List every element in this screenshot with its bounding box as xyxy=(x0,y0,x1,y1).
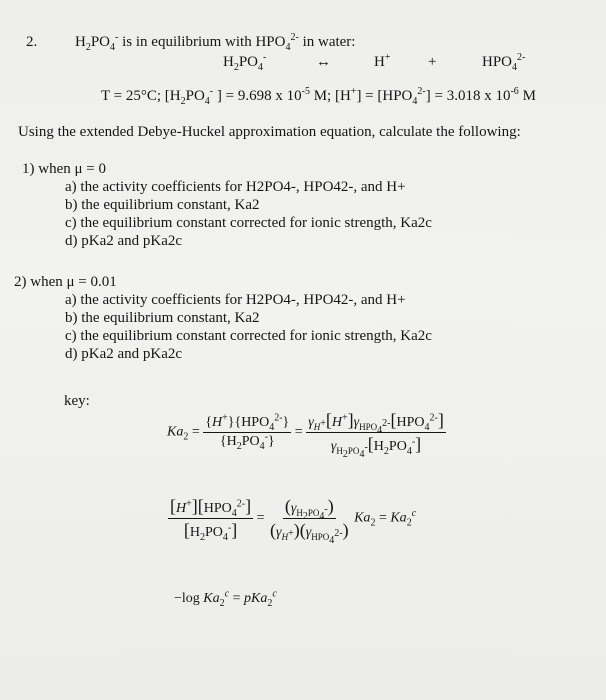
part1-item-d: d) pKa2 and pKa2c xyxy=(65,233,183,249)
part2-header: 2) when μ = 0.01 xyxy=(14,274,117,290)
key-equation-2: $\frac{[H^+][HPO_4^{2-}]}{[H_2PO_4^-]}$ = $\frac{(\gamma_{H_2PO_4^-})}{(\gamma_{H^+})(\gamma_{HPO_4^{2-}})}$ $Ka_2 = Ka_2^c$ xyxy=(170,496,417,546)
problem-intro: $H_2PO_4^-$ is in equilibrium with $HPO_4^{2-}$ in water: xyxy=(75,32,356,53)
part1-item-c: c) the equilibrium constant corrected for ionic strength, Ka2c xyxy=(65,215,432,231)
reaction-product-hpo4: $HPO_4^{2-}$ xyxy=(482,52,526,73)
key-equation-3: −log $Ka_2^c = pKa_2^c$ xyxy=(174,588,277,609)
reaction-product-h: H+ xyxy=(374,52,391,70)
part2-item-b: b) the equilibrium constant, Ka2 xyxy=(65,310,260,326)
reaction-reactant: $H_2PO_4^-$ xyxy=(223,52,267,73)
conditions-line: T = 25°C; [$H_2PO_4^-$ ] = 9.698 x $10^{-5}$ M; $[H^+] = [HPO_4^{2-}] = 3.018$ x $10^{-6}$ M xyxy=(101,86,536,107)
part1-item-a: a) the activity coefficients for H2PO4-, HPO42-, and H+ xyxy=(65,179,406,195)
reaction-plus: + xyxy=(428,54,437,70)
part1-item-b: b) the equilibrium constant, Ka2 xyxy=(65,197,260,213)
key-label: key: xyxy=(64,393,90,409)
part2-item-d: d) pKa2 and pKa2c xyxy=(65,346,183,362)
problem-number: 2. xyxy=(26,34,38,50)
instruction-text: Using the extended Debye-Huckel approximation equation, calculate the following: xyxy=(18,124,521,140)
key-equation-1: $Ka_2$ = $\frac{\{H^+\}\{HPO_4^{2-}\}}{\{H_2PO_4^-\}}$ = $\frac{\gamma_{H^+}[H^+]\gamma_{HPO_4^{2-}}[HPO_4^{2-}]}{\gamma_{H_2PO_4^-}[H_2PO_4^-]}$ xyxy=(167,410,444,460)
part1-header: 1) when μ = 0 xyxy=(22,161,106,177)
part2-item-c: c) the equilibrium constant corrected for ionic strength, Ka2c xyxy=(65,328,432,344)
reaction-arrow: ↔ xyxy=(316,54,331,70)
part2-item-a: a) the activity coefficients for H2PO4-, HPO42-, and H+ xyxy=(65,292,406,308)
